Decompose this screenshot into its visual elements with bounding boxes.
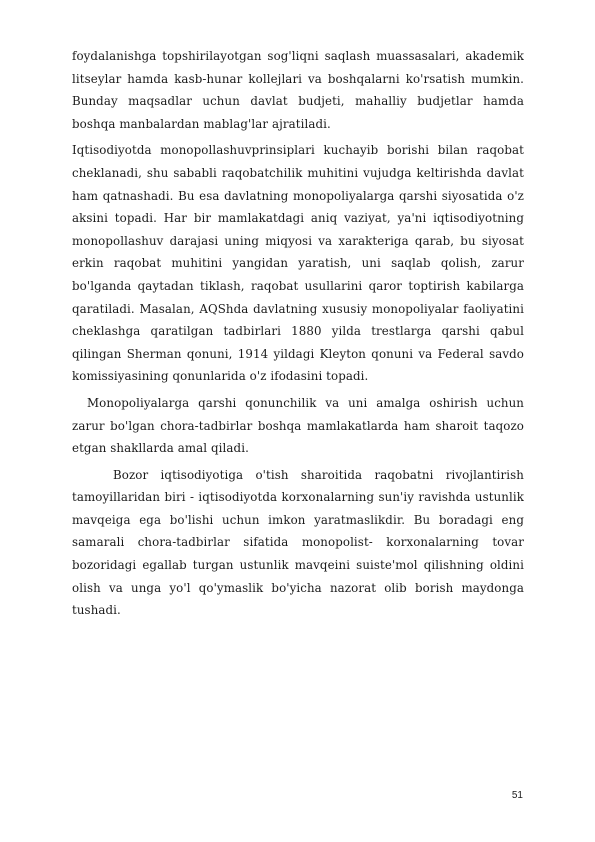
paragraph-2: Iqtisodiyotda monopollashuvprinsiplari kuchayib borishi bilan raqobat cheklanadi, shu sababli raqobatchilik muhitini vujudga keltirishda davlat ham qatnashadi. Bu esa davlatning monopoliyalarga qarshi siyosatida o'z aksini topadi. Har bir mamlakatdagi aniq vaziyat, ya'ni iqtisodiyotning monopollashuv darajasi uning miqyosi va xarakteriga qarab, bu siyosat erkin raqobat muhitini yangidan yaratish, uni saqlab qolish, zarur bo'lganda qaytadan tiklash, raqobat usullarini qaror toptirish kabilarga qaratiladi. Masalan, AQShda davlatning xususiy monopoliyalar faoliyatini cheklashga qaratilgan tadbirlari 1880 yilda trestlarga qarshi qabul qilingan Sherman qonuni, 1914 yildagi Kleyton qonuni va Federal savdo komissiyasining qonunlarida o'z ifodasini topadi. bbox=[72, 143, 524, 384]
paragraph-3: Monopoliyalarga qarshi qonunchilik va uni amalga oshirish uchun zarur bo'lgan chora-tadbirlar boshqa mamlakatlarda ham sharoit taqozo etgan shakllarda amal qiladi. bbox=[72, 395, 524, 456]
paragraph-1: foydalanishga topshirilayotgan sog'liqni saqlash muassasalari, akademik litseylar hamda kasb-hunar kollejlari va boshqalarni ko'rsatish mumkin. Bunday maqsadlar uchun davlat budjeti, mahalliy budjetlar hamda boshqa manbalardan mablag'lar ajratiladi. bbox=[72, 49, 524, 131]
paragraph-4: Bozor iqtisodiyotiga o'tish sharoitida raqobatni rivojlantirish tamoyillaridan biri - iqtisodiyotda korxonalarning sun'iy ravishda ustunlik mavqeiga ega bo'lishi uchun imkon yaratmaslikdir. Bu boradagi eng samarali chora-tadbirlar sifatida monopolist- korxonalarning tovar bozoridagi egallab turgan ustunlik mavqeini suiste'mol qilishning oldini olish va unga yo'l qo'ymaslik bo'yicha nazorat olib borish maydonga tushadi. bbox=[72, 467, 524, 618]
page-body bbox=[72, 45, 524, 626]
page-number: 51 bbox=[511, 790, 523, 801]
